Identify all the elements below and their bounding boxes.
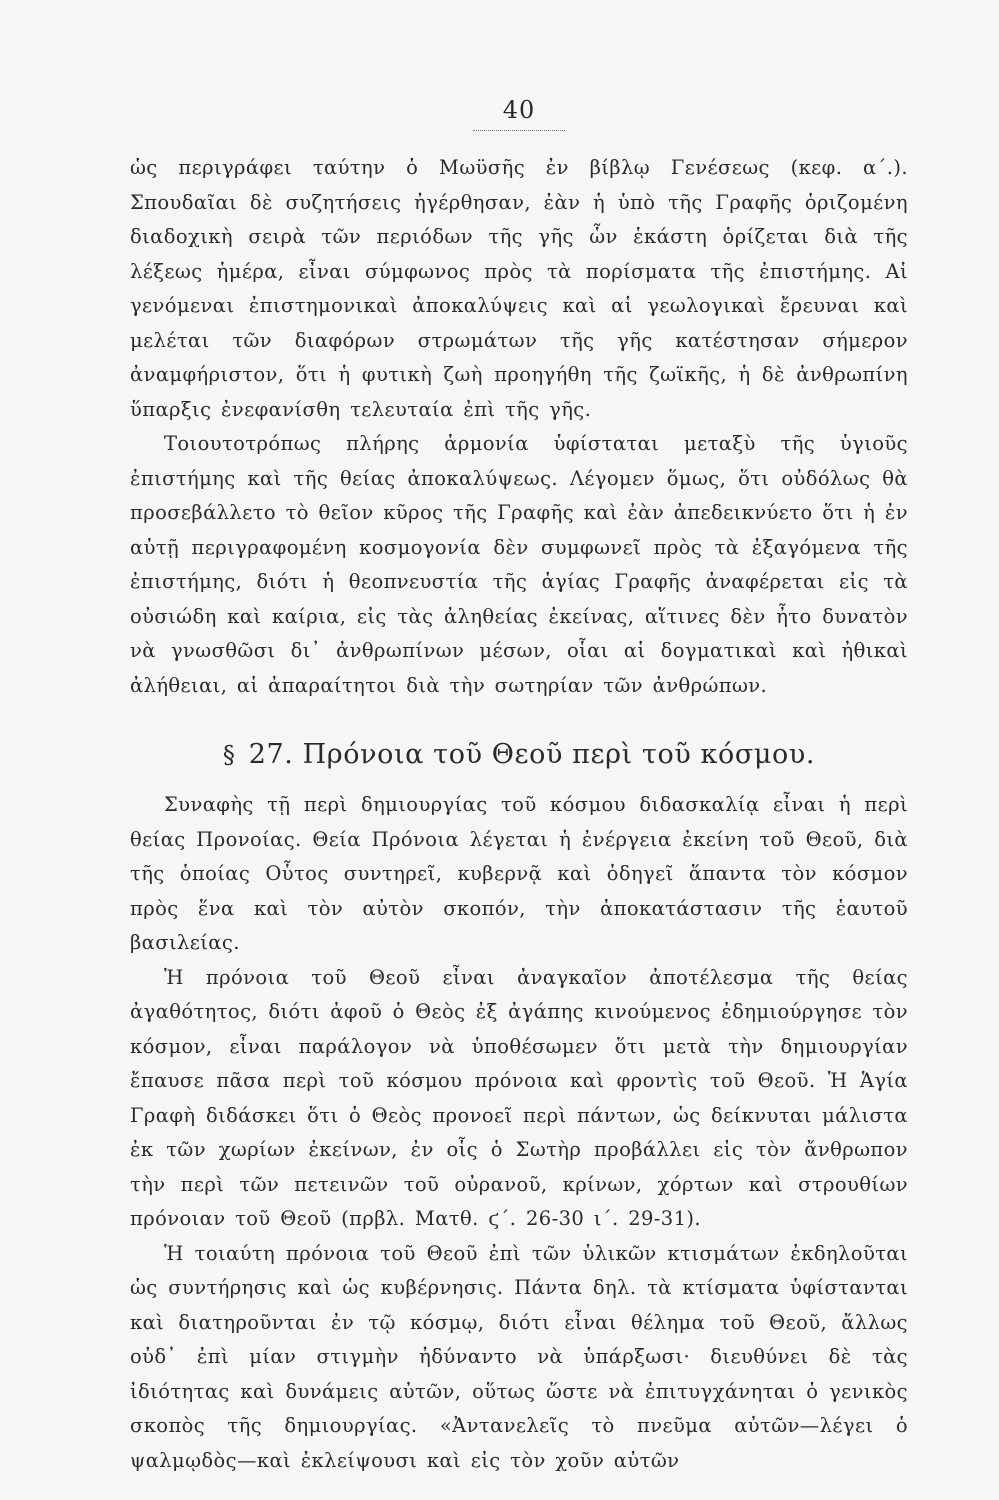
book-page: [130, 96, 908, 1478]
paragraph-providence-definition: Συναφὴς τῇ περὶ δημιουργίας τοῦ κόσμου διδασκαλίᾳ εἶναι ἡ περὶ θείας Προνοίας. Θεία Πρόνοια λέγεται ἡ ἐνέργεια ἐκείνη τοῦ Θεοῦ, διὰ τῆς ὁποίας Οὗτος συντηρεῖ, κυβερνᾷ καὶ ὁδηγεῖ ἅπαντα τὸν κόσμον πρὸς ἕνα καὶ τὸν αὐτὸν σκοπόν, τὴν ἀποκατάστασιν τῆς ἑαυτοῦ βασιλείας.: [130, 793, 908, 954]
paragraph-harmony: Τοιουτοτρόπως πλήρης ἁρμονία ὑφίσταται μεταξὺ τῆς ὑγιοῦς ἐπιστήμης καὶ τῆς θείας ἀποκαλύψεως. Λέγομεν ὅμως, ὅτι οὐδόλως θὰ προσεβάλλετο τὸ θεῖον κῦρος τῆς Γραφῆς καὶ ἐὰν ἀπεδεικνύετο ὅτι ἡ ἐν αὐτῇ περιγραφομένη κοσμογονία δὲν συμφωνεῖ πρὸς τὰ ἐξαγόμενα τῆς ἐπιστήμης, διότι ἡ θεοπνευστία τῆς ἁγίας Γραφῆς ἀναφέρεται εἰς τὰ οὐσιώδη καὶ καίρια, εἰς τὰς ἀληθείας ἐκείνας, αἵτινες δὲν ἦτο δυνατὸν νὰ γνωσθῶσι δι᾽ ἀνθρωπίνων μέσων, οἷαι αἱ δογματικαὶ καὶ ἠθικαὶ ἀλήθειαι, αἱ ἀπαραίτητοι διὰ τὴν σωτηρίαν τῶν ἀνθρώπων.: [130, 432, 908, 697]
section-heading: [130, 739, 908, 770]
paragraph-preservation-governance: Ἡ τοιαύτη πρόνοια τοῦ Θεοῦ ἐπὶ τῶν ὑλικῶν κτισμάτων ἐκδηλοῦται ὡς συντήρησις καὶ ὡς κυβέρνησις. Πάντα δηλ. τὰ κτίσματα ὑφίστανται καὶ διατηροῦνται ἐν τῷ κόσμῳ, διότι εἶναι θέλημα τοῦ Θεοῦ, ἄλλως οὐδ᾽ ἐπὶ μίαν στιγμὴν ἠδύναντο νὰ ὑπάρξωσι· διευθύνει δὲ τὰς ἰδιότητας καὶ δυνάμεις αὐτῶν, οὕτως ὥστε νὰ ἐπιτυγχάνηται ὁ γενικὸς σκοπὸς τῆς δημιουργίας. «Ἀντανελεῖς τὸ πνεῦμα αὐτῶν—λέγει ὁ ψαλμῳδὸς—καὶ ἐκλείψουσι καὶ εἰς τὸν χοῦν αὐτῶν: [130, 1241, 908, 1472]
paragraph-continuation: ὡς περιγράφει ταύτην ὁ Μωϋσῆς ἐν βίβλῳ Γενέσεως (κεφ. α΄.). Σπουδαῖαι δὲ συζητήσεις ἠγέρθησαν, ἐὰν ἡ ὑπὸ τῆς Γραφῆς ὁριζομένη διαδοχικὴ σειρὰ τῶν περιόδων τῆς γῆς ὧν ἑκάστη ὁρίζεται διὰ τῆς λέξεως ἡμέρα, εἶναι σύμφωνος πρὸς τὰ πορίσματα τῆς ἐπιστήμης. Αἱ γενόμεναι ἐπιστημονικαὶ ἀποκαλύψεις καὶ αἱ γεωλογικαὶ ἔρευναι καὶ μελέται τῶν διαφόρων στρωμάτων τῆς γῆς κατέστησαν σήμερον ἀναμφήριστον, ὅτι ἡ φυτικὴ ζωὴ προηγήθη τῆς ζωϊκῆς, ἡ δὲ ἀνθρωπίνη ὕπαρξις ἐνεφανίσθη τελευταία ἐπὶ τῆς γῆς.: [130, 156, 908, 421]
section-sign: §: [222, 741, 236, 769]
page-number-rule: [473, 130, 565, 131]
paragraph-providence-goodness: Ἡ πρόνοια τοῦ Θεοῦ εἶναι ἀναγκαῖον ἀποτέλεσμα τῆς θείας ἀγαθότητος, διότι ἀφοῦ ὁ Θεὸς ἐξ ἀγάπης κινούμενος ἐδημιούργησε τὸν κόσμον, εἶναι παράλογον νὰ ὑποθέσωμεν ὅτι μετὰ τὴν δημιουργίαν ἔπαυσε πᾶσα περὶ τοῦ κόσμου πρόνοια καὶ φροντὶς τοῦ Θεοῦ. Ἡ Ἁγία Γραφὴ διδάσκει ὅτι ὁ Θεὸς προνοεῖ περὶ πάντων, ὡς δείκνυται μάλιστα ἐκ τῶν χωρίων ἐκείνων, ἐν οἷς ὁ Σωτὴρ προβάλλει εἰς τὸν ἄνθρωπον τὴν περὶ τῶν πετεινῶν τοῦ οὐρανοῦ, κρίνων, χόρτων καὶ στρουθίων πρόνοιαν τοῦ Θεοῦ (πρβλ. Ματθ. ϛ΄. 26-30 ι΄. 29-31).: [130, 965, 908, 1230]
page-number: 40: [502, 96, 536, 124]
section-title: 27. Πρόνοια τοῦ Θεοῦ περὶ τοῦ κόσμου.: [248, 739, 816, 770]
